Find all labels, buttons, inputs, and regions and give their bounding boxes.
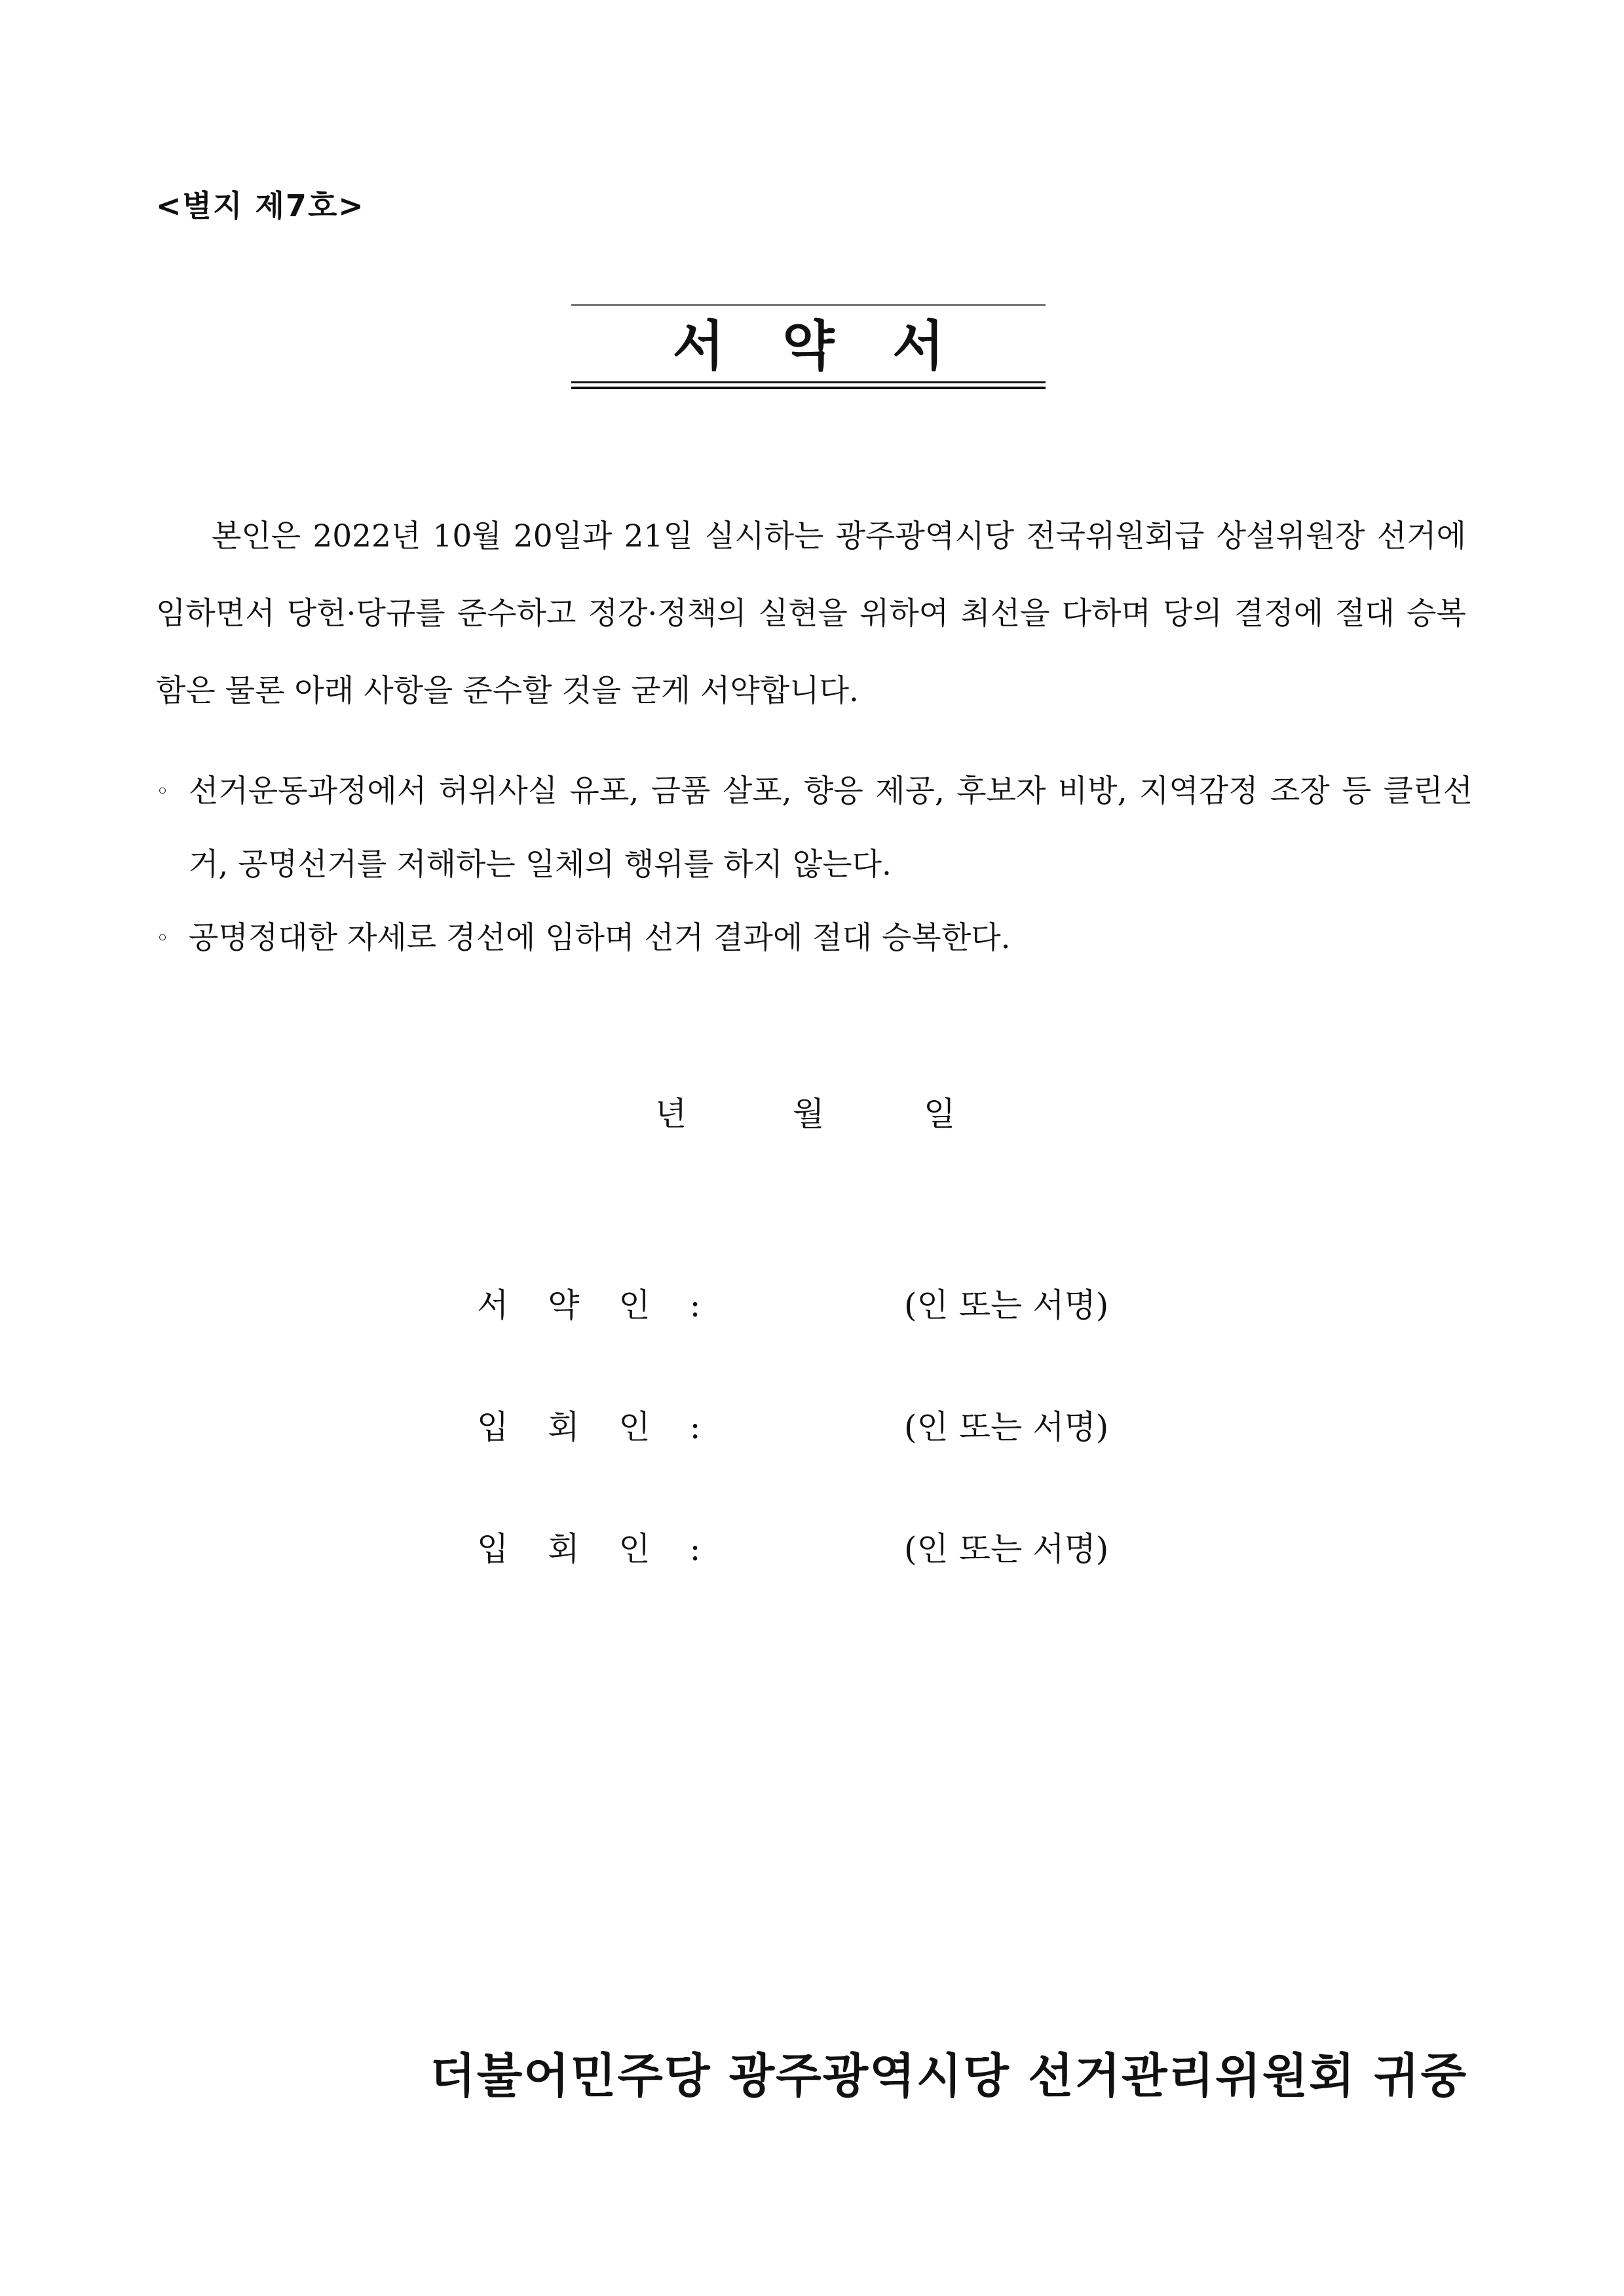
recipient-footer: 더불어민주당 광주광역시당 선거관리위원회 귀중: [430, 2048, 1467, 2103]
bullet-marker: ◦: [156, 925, 170, 951]
signature-note: (인 또는 서명): [904, 1286, 1109, 1324]
date-month: 월: [793, 1095, 825, 1133]
pledge-item: [156, 902, 1473, 975]
pledge-item: [156, 755, 1473, 902]
pledge-items: [156, 755, 1473, 975]
signature-label: 입 회 인 :: [477, 1408, 715, 1446]
signature-note: (인 또는 서명): [904, 1408, 1109, 1446]
date-day: 일: [924, 1095, 956, 1133]
title-bottom-double-rule: [571, 381, 1046, 389]
bullet-marker: ◦: [156, 778, 170, 805]
form-label: <별지 제7호>: [156, 188, 365, 223]
title-top-rule: [571, 304, 1046, 306]
pledge-paragraph: 본인은 2022년 10월 20일과 21일 실시하는 광주광역시당 전국위원회급 상설위원장 선거에 임하면서 당헌·당규를 준수하고 정강·정책의 실현을 위하여 최선을 다하며 당의 결정에 절대 승복함은 물론 아래 사항을 준수할 것을 굳게 서약합니다.: [156, 518, 1466, 709]
date-year: 년: [655, 1095, 687, 1133]
pledge-item-text: 공명정대한 자세로 경선에 임하며 선거 결과에 절대 승복한다.: [189, 920, 1011, 956]
signature-note: (인 또는 서명): [904, 1530, 1109, 1568]
signature-label: 입 회 인 :: [477, 1530, 715, 1568]
signature-label: 서 약 인 :: [477, 1286, 715, 1324]
pledge-item-text: 선거운동과정에서 허위사실 유포, 금품 살포, 향응 제공, 후보자 비방, 지역감정 조장 등 클린선거, 공명선거를 저해하는 일체의 행위를 하지 않는다.: [189, 773, 1473, 883]
document-title: 서 약 서: [672, 315, 964, 377]
title-block: [571, 304, 1046, 389]
